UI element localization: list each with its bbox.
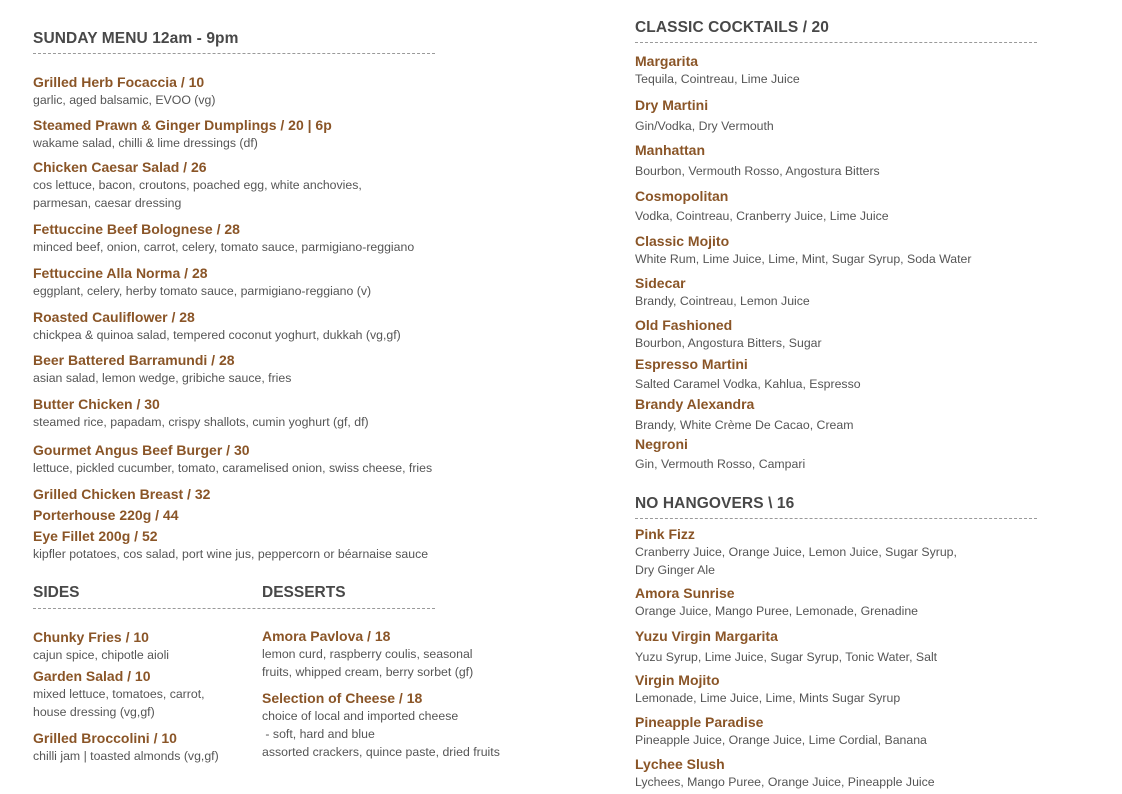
menu-item	[33, 73, 437, 109]
menu-item-description: garlic, aged balsamic, EVOO (vg)	[33, 93, 216, 107]
menu-item-description: asian salad, lemon wedge, gribiche sauce, fries	[33, 371, 292, 385]
menu-item-name: Fettuccine Alla Norma / 28	[33, 265, 208, 281]
menu-item-name: Grilled Chicken Breast / 32	[33, 486, 211, 502]
drink-item	[635, 395, 1039, 434]
menu-item-name: Fettuccine Beef Bolognese / 28	[33, 221, 240, 237]
menu-item-description: eggplant, celery, herby tomato sauce, parmigiano-reggiano (v)	[33, 284, 372, 298]
drink-item	[635, 232, 1039, 268]
drink-item-description: Bourbon, Angostura Bitters, Sugar	[635, 336, 822, 350]
drink-item-description: Salted Caramel Vodka, Kahlua, Espresso	[635, 377, 861, 391]
drink-item-name: Espresso Martini	[635, 356, 748, 372]
menu-item	[33, 158, 437, 212]
drink-item-name: Old Fashioned	[635, 317, 733, 333]
mocktail-item	[635, 584, 1039, 620]
drink-item-name: Classic Mojito	[635, 233, 730, 249]
mocktail-item-description: Dry Ginger Ale	[635, 563, 715, 577]
drink-item-name: Brandy Alexandra	[635, 396, 755, 412]
drink-item	[635, 355, 1039, 393]
desserts-heading: DESSERTS	[262, 584, 346, 601]
drink-item	[635, 96, 1039, 135]
side-item-description: cajun spice, chipotle aioli	[33, 648, 170, 662]
mocktail-item	[635, 525, 1039, 579]
mocktail-item-name: Pineapple Paradise	[635, 714, 764, 730]
sunday-menu-heading: SUNDAY MENU 12am - 9pm	[33, 30, 435, 54]
menu-item-name: Porterhouse 220g / 44	[33, 507, 179, 523]
drink-item-description: Brandy, White Crème De Cacao, Cream	[635, 418, 854, 432]
food-menu-column	[33, 0, 500, 794]
menu-item-name: Steamed Prawn & Ginger Dumplings / 20 | 6p	[33, 117, 332, 133]
drink-item-description: Vodka, Cointreau, Cranberry Juice, Lime Juice	[635, 209, 889, 223]
menu-item-description: minced beef, onion, carrot, celery, tomato sauce, parmigiano-reggiano	[33, 240, 415, 254]
side-item	[33, 667, 258, 721]
menu-item-description: cos lettuce, bacon, croutons, poached egg, white anchovies,	[33, 178, 362, 192]
sides-desserts-divider	[33, 584, 435, 609]
menu-item	[33, 527, 437, 563]
drink-item-name: Cosmopolitan	[635, 188, 729, 204]
drinks-menu-column	[635, 0, 1039, 794]
mocktail-item	[635, 755, 1039, 791]
menu-item	[33, 485, 437, 503]
menu-item-name: Gourmet Angus Beef Burger / 30	[33, 442, 250, 458]
drink-item-description: Bourbon, Vermouth Rosso, Angostura Bitters	[635, 164, 880, 178]
mocktail-item	[635, 671, 1039, 707]
dessert-item-description: fruits, whipped cream, berry sorbet (gf)	[262, 665, 474, 679]
drink-item	[635, 141, 1039, 180]
side-item-name: Chunky Fries / 10	[33, 629, 149, 645]
side-item-description: mixed lettuce, tomatoes, carrot,	[33, 687, 205, 701]
mocktail-item	[635, 713, 1039, 749]
menu-item	[33, 351, 437, 387]
drink-item-name: Negroni	[635, 436, 688, 452]
mocktail-item-description: Yuzu Syrup, Lime Juice, Sugar Syrup, Tonic Water, Salt	[635, 650, 938, 664]
mocktail-item-description: Orange Juice, Mango Puree, Lemonade, Grenadine	[635, 604, 919, 618]
drink-item-name: Manhattan	[635, 142, 705, 158]
drink-item	[635, 52, 1039, 88]
mocktail-item-name: Virgin Mojito	[635, 672, 720, 688]
dessert-item-description: choice of local and imported cheese	[262, 709, 459, 723]
sides-heading: SIDES	[33, 584, 80, 601]
menu-item-description: steamed rice, papadam, crispy shallots, cumin yoghurt (gf, df)	[33, 415, 369, 429]
menu-item-name: Roasted Cauliflower / 28	[33, 309, 195, 325]
menu-item-description: wakame salad, chilli & lime dressings (df)	[33, 136, 258, 150]
side-item	[33, 729, 258, 765]
menu-item-name: Chicken Caesar Salad / 26	[33, 159, 207, 175]
menu-item	[33, 220, 437, 256]
drink-item	[635, 316, 1039, 352]
mocktail-item-description: Cranberry Juice, Orange Juice, Lemon Juice, Sugar Syrup,	[635, 545, 957, 559]
side-item-name: Grilled Broccolini / 10	[33, 730, 177, 746]
menu-item-description: chickpea & quinoa salad, tempered coconut yoghurt, dukkah (vg,gf)	[33, 328, 401, 342]
dessert-item	[262, 627, 542, 681]
classic-cocktails-heading: CLASSIC COCKTAILS / 20	[635, 19, 1037, 43]
menu-item-name: Eye Fillet 200g / 52	[33, 528, 158, 544]
mocktail-item-name: Lychee Slush	[635, 756, 725, 772]
drink-item-name: Sidecar	[635, 275, 686, 291]
menu-item	[33, 506, 437, 524]
menu-item-description: parmesan, caesar dressing	[33, 196, 182, 210]
mocktail-item	[635, 627, 1039, 666]
side-item-description: chilli jam | toasted almonds (vg,gf)	[33, 749, 219, 763]
menu-item	[33, 308, 437, 344]
dessert-item	[262, 689, 542, 761]
drink-item-description: Brandy, Cointreau, Lemon Juice	[635, 294, 810, 308]
mocktail-item-name: Amora Sunrise	[635, 585, 735, 601]
menu-item-name: Grilled Herb Focaccia / 10	[33, 74, 205, 90]
drink-item	[635, 187, 1039, 225]
menu-item	[33, 264, 437, 300]
drink-item	[635, 274, 1039, 310]
menu-item	[33, 395, 437, 431]
mocktail-item-description: Lychees, Mango Puree, Orange Juice, Pineapple Juice	[635, 775, 935, 789]
mocktail-item-description: Pineapple Juice, Orange Juice, Lime Cordial, Banana	[635, 733, 927, 747]
drink-item-name: Dry Martini	[635, 97, 709, 113]
drink-item-name: Margarita	[635, 53, 699, 69]
menu-item	[33, 116, 437, 152]
drink-item-description: White Rum, Lime Juice, Lime, Mint, Sugar Syrup, Soda Water	[635, 252, 972, 266]
menu-item-description: lettuce, pickled cucumber, tomato, caramelised onion, swiss cheese, fries	[33, 461, 433, 475]
side-item	[33, 628, 258, 664]
dessert-item-name: Amora Pavlova / 18	[262, 628, 391, 644]
dessert-item-name: Selection of Cheese / 18	[262, 690, 423, 706]
menu-item-name: Butter Chicken / 30	[33, 396, 160, 412]
dessert-item-description: - soft, hard and blue	[262, 727, 375, 741]
side-item-description: house dressing (vg,gf)	[33, 705, 155, 719]
side-item-name: Garden Salad / 10	[33, 668, 151, 684]
mocktail-item-description: Lemonade, Lime Juice, Lime, Mints Sugar Syrup	[635, 691, 901, 705]
menu-item-description: kipfler potatoes, cos salad, port wine jus, peppercorn or béarnaise sauce	[33, 547, 429, 561]
menu-item	[33, 441, 437, 477]
drink-item-description: Tequila, Cointreau, Lime Juice	[635, 72, 800, 86]
drink-item-description: Gin, Vermouth Rosso, Campari	[635, 457, 806, 471]
mocktail-item-name: Yuzu Virgin Margarita	[635, 628, 778, 644]
dessert-item-description: assorted crackers, quince paste, dried fruits	[262, 745, 500, 759]
drink-item	[635, 435, 1039, 473]
drink-item-description: Gin/Vodka, Dry Vermouth	[635, 119, 774, 133]
mocktail-item-name: Pink Fizz	[635, 526, 695, 542]
menu-item-name: Beer Battered Barramundi / 28	[33, 352, 235, 368]
dessert-item-description: lemon curd, raspberry coulis, seasonal	[262, 647, 473, 661]
no-hangovers-heading: NO HANGOVERS \ 16	[635, 495, 1037, 519]
